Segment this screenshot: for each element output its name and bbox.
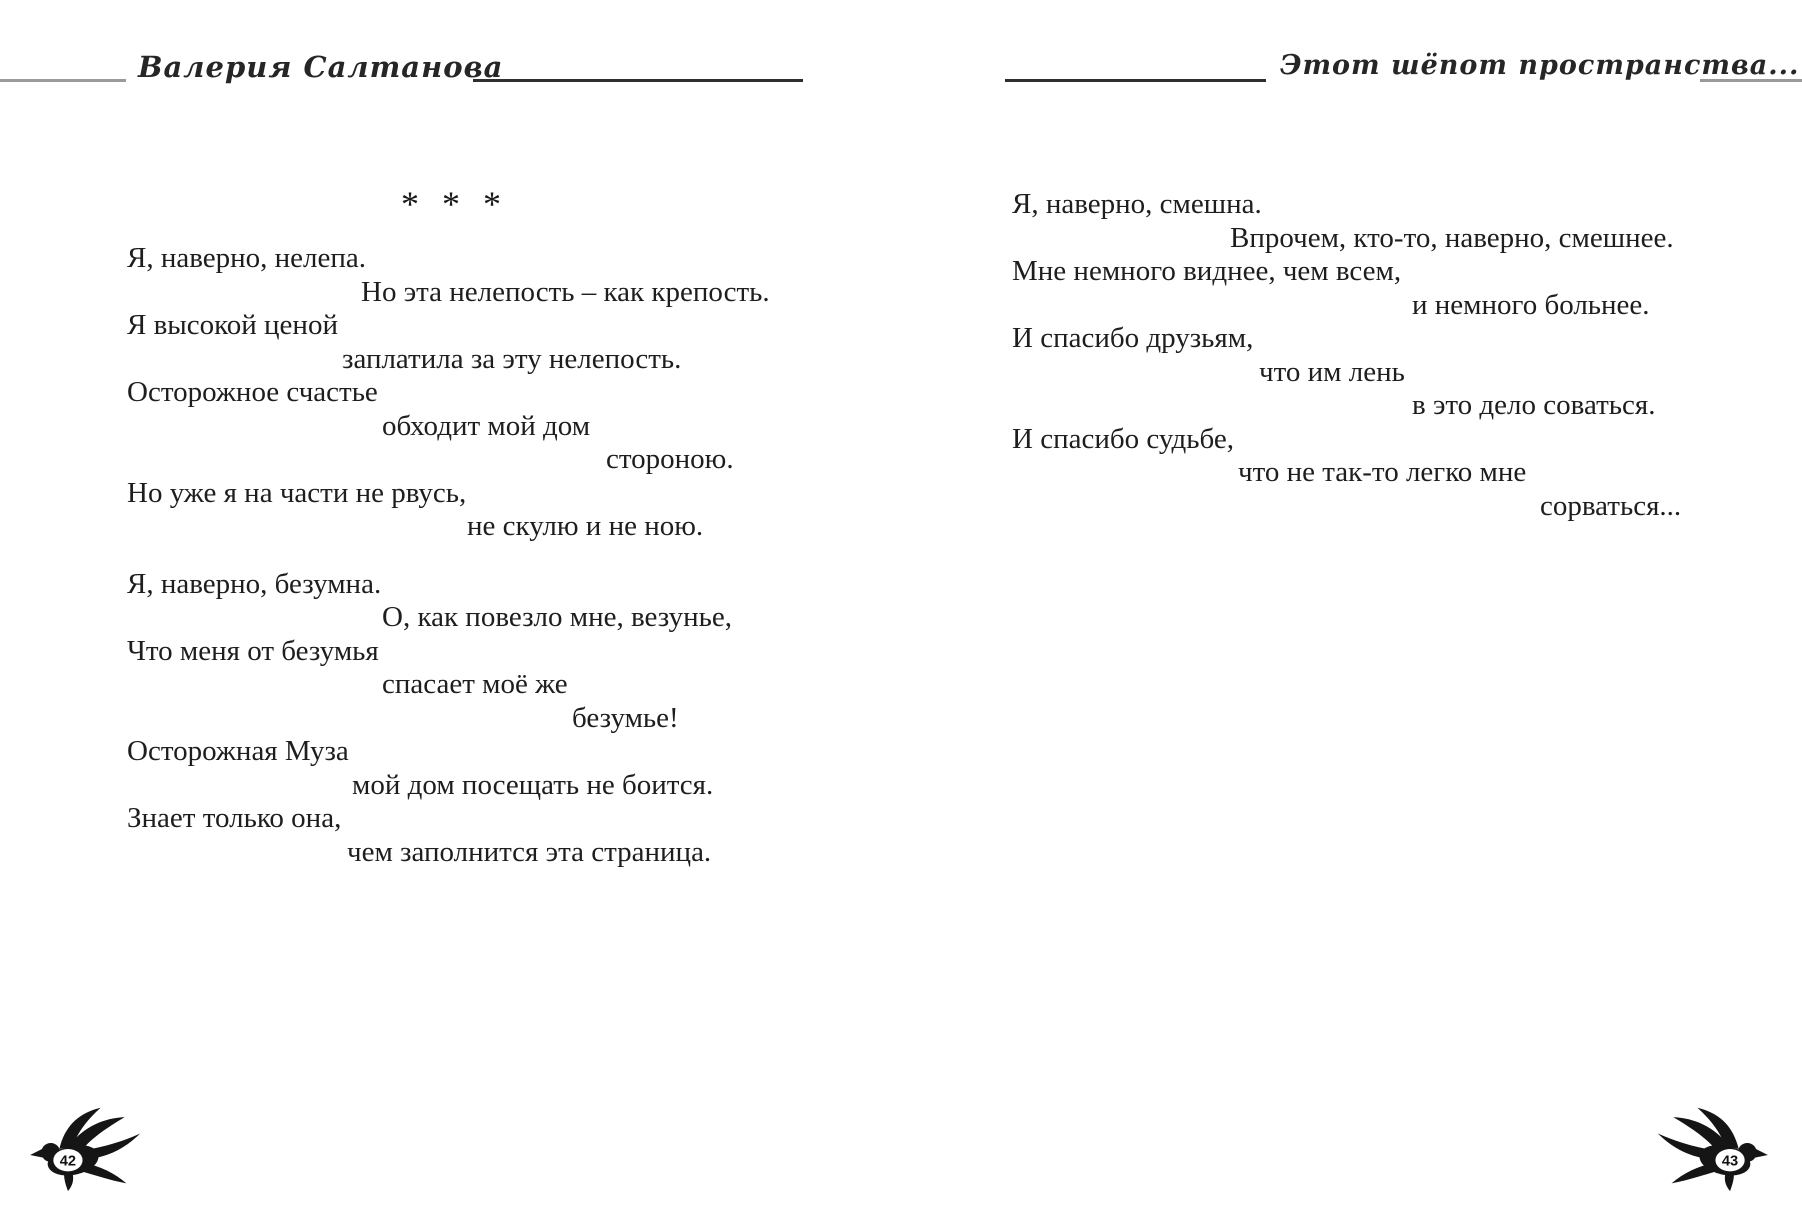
poem-line: и немного больнее. xyxy=(1412,288,1650,321)
poem-line: что им лень xyxy=(1259,355,1405,388)
header-rule-left-outer xyxy=(0,79,126,82)
poem-line: мой дом посещать не боится. xyxy=(352,768,714,801)
page-number: 42 xyxy=(59,1153,77,1170)
poem-line: безумье! xyxy=(572,701,679,734)
poem-line: Что меня от безумья xyxy=(127,634,379,667)
poem-line: Мне немного виднее, чем всем, xyxy=(1012,255,1402,287)
header-rule-left-inner xyxy=(473,79,803,82)
poem-line: Осторожное счастье xyxy=(127,376,378,408)
book-title-running-head: Этот шёпот пространства... xyxy=(1280,50,1800,81)
poem-line: спасает моё же xyxy=(382,668,568,700)
page-number: 43 xyxy=(1721,1153,1739,1170)
poem-line: в это дело соваться. xyxy=(1412,389,1656,421)
poem-line: заплатила за эту нелепость. xyxy=(342,342,682,375)
poem-heading: * * * xyxy=(401,184,508,224)
poem-line: Знает только она, xyxy=(127,802,342,834)
poem-line: О, как повезло мне, везунье, xyxy=(382,601,732,633)
author-running-head: Валерия Салтанова xyxy=(138,50,504,84)
poem-line: Я высокой ценой xyxy=(127,309,338,341)
header-rule-right-inner xyxy=(1005,79,1266,82)
poem-line: Я, наверно, смешна. xyxy=(1012,188,1262,220)
poem-line: Но эта нелепость – как крепость. xyxy=(361,275,770,308)
poem-line: что не так-то легко мне xyxy=(1238,456,1527,488)
swallow-icon xyxy=(1656,1106,1768,1192)
poem-line: не скулю и не ною. xyxy=(467,510,704,542)
poem-line: обходит мой дом xyxy=(382,409,591,442)
poem-line: Осторожная Муза xyxy=(127,735,349,767)
poem-line: сорваться... xyxy=(1540,489,1682,522)
left-page-poem xyxy=(127,186,817,869)
poem-body-left xyxy=(127,242,817,869)
right-page-poem xyxy=(1012,188,1712,523)
poem-line: чем заполнится эта страница. xyxy=(347,835,712,868)
poem-line: Впрочем, кто-то, наверно, смешнее. xyxy=(1230,221,1674,254)
swallow-icon xyxy=(30,1106,142,1192)
poem-line: Я, наверно, нелепа. xyxy=(127,242,367,274)
stanza-break xyxy=(127,544,817,568)
poem-line: Я, наверно, безумна. xyxy=(127,567,382,600)
poem-line: И спасибо друзьям, xyxy=(1012,322,1254,354)
poem-line: стороною. xyxy=(606,443,734,475)
poem-line: Но уже я на части не рвусь, xyxy=(127,476,467,509)
poem-body-right xyxy=(1012,188,1712,523)
poem-line: И спасибо судьбе, xyxy=(1012,422,1234,455)
